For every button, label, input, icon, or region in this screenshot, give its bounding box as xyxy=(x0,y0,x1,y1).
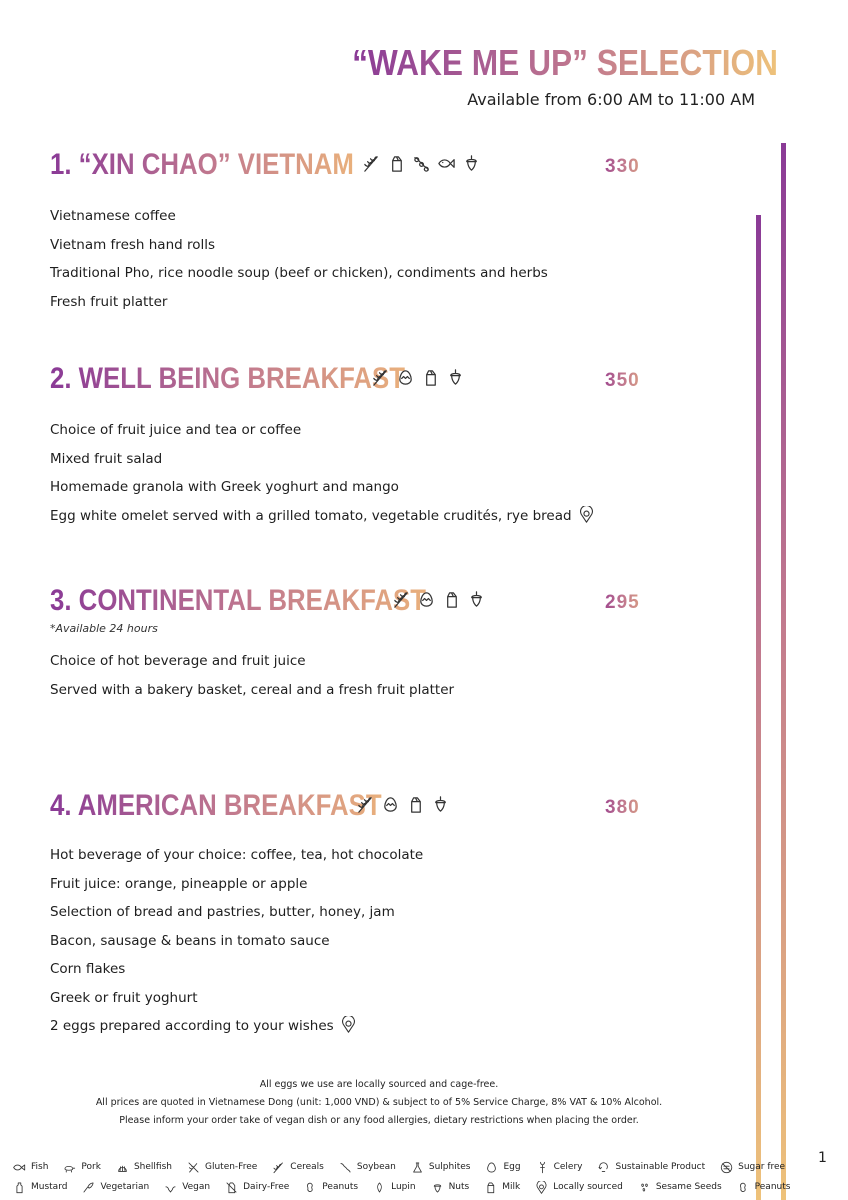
lupin-icon xyxy=(372,1181,387,1194)
menu-item: Choice of hot beverage and fruit juice xyxy=(50,653,306,669)
menu-item: Selection of bread and pastries, butter, honey, jam xyxy=(50,904,395,920)
menu-item-with-local xyxy=(50,1012,650,1041)
legend-item xyxy=(12,1161,48,1174)
nuts-icon xyxy=(467,590,486,609)
page-title: “WAKE ME UP” SELECTION xyxy=(352,42,778,83)
section-title: 3. CONTINENTAL BREAKFAST xyxy=(50,584,427,617)
legend-item xyxy=(62,1161,101,1174)
menu-item: Fresh fruit platter xyxy=(50,293,168,310)
legend-item xyxy=(719,1161,785,1174)
legend-label: Sulphites xyxy=(428,1162,471,1172)
menu-item: Traditional Pho, rice noodle soup (beef or chicken), condiments and herbs xyxy=(50,265,548,281)
allergen-icons xyxy=(392,590,486,609)
availability-hours: Available from 6:00 AM to 11:00 AM xyxy=(467,90,755,109)
section-title: 2. WELL BEING BREAKFAST xyxy=(50,362,406,395)
mustard-icon xyxy=(12,1181,27,1194)
legend-label: Egg xyxy=(503,1162,521,1172)
legend-item xyxy=(81,1181,149,1194)
egg-icon xyxy=(381,795,400,814)
milk-icon xyxy=(406,795,425,814)
menu-section-3 xyxy=(50,584,650,704)
menu-item: Choice of fruit juice and tea or coffee xyxy=(50,422,302,438)
legend-label: Milk xyxy=(502,1182,521,1192)
allergen-icons xyxy=(362,154,481,173)
allergen-legend xyxy=(12,1157,791,1197)
footer-note: Please inform your order take of vegan dish or any food allergies, dietary restrictions when placing the order. xyxy=(119,1115,639,1126)
legend-item xyxy=(535,1161,583,1174)
celery-icon xyxy=(535,1161,550,1174)
nuts-icon xyxy=(462,154,481,173)
price: 330 xyxy=(605,156,640,177)
milk-icon xyxy=(421,368,440,387)
menu-item: Vietnamese coffee xyxy=(50,208,176,224)
nuts-icon xyxy=(446,368,465,387)
legend-item xyxy=(303,1181,358,1194)
menu-item: Vietnam fresh hand rolls xyxy=(50,236,216,253)
gluten-free-icon xyxy=(186,1161,201,1174)
allergen-icons xyxy=(371,368,465,387)
legend-item xyxy=(12,1181,67,1194)
legend-label: Mustard xyxy=(31,1182,68,1192)
peanuts-icon xyxy=(303,1181,318,1194)
fish-icon xyxy=(437,154,456,173)
section-title: 4. AMERICAN BREAKFAST xyxy=(50,789,382,822)
legend-label: Gluten-Free xyxy=(204,1162,258,1172)
legend-label: Nuts xyxy=(448,1182,470,1192)
locally-sourced-icon xyxy=(534,1181,549,1194)
locally-sourced-icon xyxy=(578,506,595,523)
legend-item xyxy=(410,1161,471,1174)
menu-item: Mixed fruit salad xyxy=(50,450,163,467)
legend-row xyxy=(12,1177,791,1197)
sustainable-product-icon xyxy=(596,1161,611,1174)
vegetarian-icon xyxy=(81,1181,96,1194)
menu-item: Served with a bakery basket, cereal and a fresh fruit platter xyxy=(50,681,455,698)
legend-item xyxy=(596,1161,705,1174)
pork-icon xyxy=(62,1161,77,1174)
legend-label: Fish xyxy=(31,1162,49,1172)
legend-label: Locally sourced xyxy=(553,1182,623,1192)
menu-section-1 xyxy=(50,148,650,316)
section-title: 1. “XIN CHAO” VIETNAM xyxy=(50,148,354,181)
nuts-icon xyxy=(430,1181,445,1194)
legend-row xyxy=(12,1157,786,1177)
allergen-icons xyxy=(356,795,450,814)
legend-label: Vegan xyxy=(182,1182,211,1192)
menu-item: Corn flakes xyxy=(50,961,126,977)
menu-item: Greek or fruit yoghurt xyxy=(50,989,198,1006)
menu-item: Hot beverage of your choice: coffee, tea, hot chocolate xyxy=(50,847,424,863)
egg-icon xyxy=(484,1161,499,1174)
legend-item xyxy=(338,1161,396,1174)
legend-label: Sesame Seeds xyxy=(655,1182,722,1192)
peanuts-icon xyxy=(736,1181,751,1194)
price: 380 xyxy=(605,797,640,818)
menu-section-2 xyxy=(50,362,650,530)
menu-item-text: Egg white omelet served with a grilled tomato, vegetable crudités, rye bread xyxy=(50,507,572,524)
dairy-free-icon xyxy=(224,1181,239,1194)
availability-note: *Available 24 hours xyxy=(50,622,158,635)
menu-section-4 xyxy=(50,789,650,1041)
legend-item xyxy=(483,1181,520,1194)
legend-label: Dairy-Free xyxy=(243,1182,290,1192)
legend-label: Shellfish xyxy=(133,1162,172,1172)
legend-label: Vegetarian xyxy=(100,1182,150,1192)
cereals-icon xyxy=(356,795,375,814)
cereals-icon xyxy=(371,368,390,387)
decorative-line-outer xyxy=(781,143,786,1200)
menu-item: Bacon, sausage & beans in tomato sauce xyxy=(50,932,330,949)
soybean-icon xyxy=(412,154,431,173)
page-number: 1 xyxy=(818,1150,827,1166)
menu-item: Homemade granola with Greek yoghurt and mango xyxy=(50,479,399,495)
fish-icon xyxy=(12,1161,27,1174)
legend-item xyxy=(736,1181,791,1194)
shellfish-icon xyxy=(115,1161,130,1174)
sesame-seeds-icon xyxy=(637,1181,652,1194)
legend-label: Sustainable Product xyxy=(615,1162,706,1172)
footer-notes xyxy=(0,1076,758,1130)
milk-icon xyxy=(483,1181,498,1194)
footer-note: All eggs we use are locally sourced and cage-free. xyxy=(259,1079,499,1090)
legend-item xyxy=(637,1181,722,1194)
menu-item-with-local xyxy=(50,502,650,531)
legend-item xyxy=(115,1161,172,1174)
menu-item: Fruit juice: orange, pineapple or apple xyxy=(50,875,308,892)
legend-label: Lupin xyxy=(391,1182,416,1192)
sulphites-icon xyxy=(410,1161,425,1174)
legend-item xyxy=(186,1161,257,1174)
milk-icon xyxy=(442,590,461,609)
legend-label: Pork xyxy=(81,1162,101,1172)
footer-note: All prices are quoted in Vietnamese Dong (unit: 1,000 VND) & subject to of 5% Service Charge, 8% VAT & 10% Alcohol. xyxy=(95,1097,663,1108)
legend-label: Sugar free xyxy=(738,1162,786,1172)
soybean-icon xyxy=(338,1161,353,1174)
legend-item xyxy=(224,1181,289,1194)
locally-sourced-icon xyxy=(340,1016,357,1033)
legend-label: Soybean xyxy=(356,1162,396,1172)
price: 295 xyxy=(605,592,640,613)
legend-item xyxy=(430,1181,470,1194)
legend-label: Cereals xyxy=(290,1162,324,1172)
legend-item xyxy=(163,1181,210,1194)
sugar-free-icon xyxy=(719,1161,734,1174)
menu-item-text: 2 eggs prepared according to your wishes xyxy=(50,1018,334,1034)
cereals-icon xyxy=(392,590,411,609)
decorative-line-inner xyxy=(756,215,761,1200)
cereals-icon xyxy=(362,154,381,173)
legend-label: Peanuts xyxy=(322,1182,359,1192)
legend-label: Celery xyxy=(553,1162,583,1172)
legend-item xyxy=(271,1161,324,1174)
price: 350 xyxy=(605,370,640,391)
nuts-icon xyxy=(431,795,450,814)
cereals-icon xyxy=(271,1161,286,1174)
legend-label: Peanuts xyxy=(754,1182,791,1192)
egg-icon xyxy=(417,590,436,609)
vegan-icon xyxy=(163,1181,178,1194)
milk-icon xyxy=(387,154,406,173)
legend-item xyxy=(534,1181,623,1194)
legend-item xyxy=(372,1181,415,1194)
legend-item xyxy=(484,1161,520,1174)
egg-icon xyxy=(396,368,415,387)
